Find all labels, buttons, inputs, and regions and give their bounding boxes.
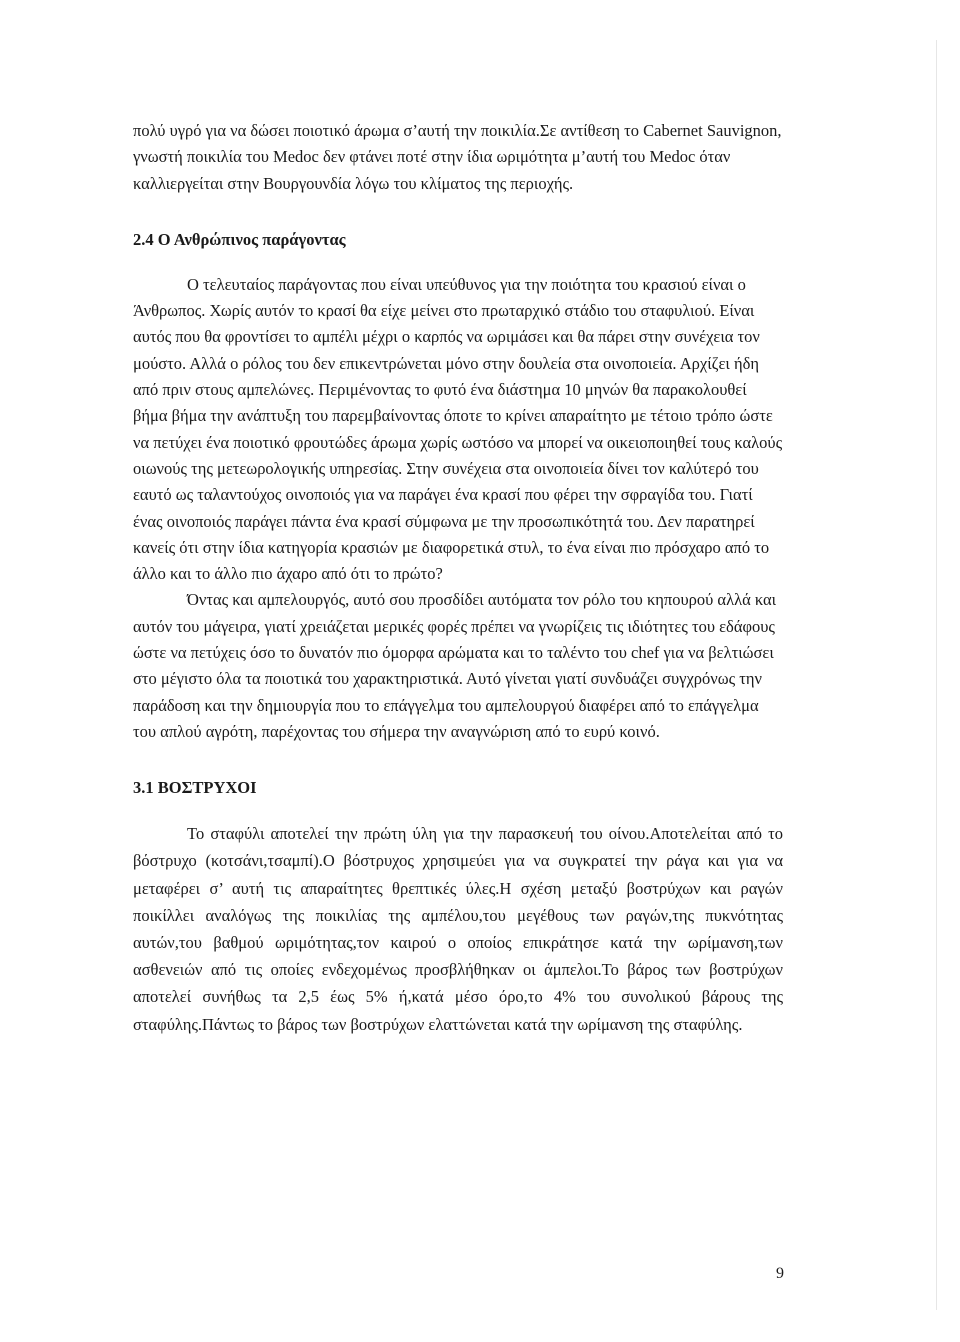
section-2-4-paragraph-2: Όντας και αμπελουργός, αυτό σου προσδίδει αυτόματα τον ρόλο του κηπουρού αλλά και αυτόν του μάγειρα, γιατί χρειάζεται μερικές φορές πρέπει να γνωρίζεις τις ιδιότητες του εδάφους ώστε να πετύχεις όσο το δυνατόν πιο όμορφα αρώματα και το ταλέντο του chef για να βελτιώσει στο μέγιστο όλα τα ποιοτικά του χαρακτηριστικά. Αυτό γίνεται γιατί συνδυάζει συγχρόνως την παράδοση και την δημιουργία που το επάγγελμα του αμπελουργού διαφέρει από το επάγγελμα του απλού αγρότη, παρέχοντας του σήμερα την αναγνώριση από το ευρύ κοινό. — [133, 590, 777, 741]
page-content — [133, 118, 783, 1038]
section-3-1-paragraph: Το σταφύλι αποτελεί την πρώτη ύλη για την παρασκευή του οίνου.Αποτελείται από το βόστρυχο (κοτσάνι,τσαμπί).Ο βόστρυχος χρησιμεύει για να συγκρατεί την ράγα και για να μεταφέρει σ’ αυτή τις απαραίτητες θρεπτικές ύλες.Η σχέση μεταξύ βοστρύχων και ραγών ποικίλλει αναλόγως της ποικιλίας της αμπέλου,του μεγέθους των ραγών,της πυκνότητας αυτών,του βαθμού ωριμότητας,τον καιρού ο οποίος επικράτησε κατά την ωρίμανση,των ασθενειών από τις οποίες ενδεχομένως προσβλήθηκαν οι άμπελοι.Το βάρος των βοστρύχων αποτελεί συνήθως τα 2,5 έως 5% ή,κατά μέσο όρο,το 4% του συνολικού βάρους της σταφύλης.Πάντως το βάρος των βοστρύχων ελαττώνεται κατά την ωρίμανση της σταφύλης. — [133, 824, 783, 1034]
section-2-4-paragraph-1: Ο τελευταίος παράγοντας που είναι υπεύθυνος για την ποιότητα του κρασιού είναι ο Άνθρωπος. Χωρίς αυτόν το κρασί θα είχε μείνει στο πρωταρχικό στάδιο του σταφυλιού. Είναι αυτός που θα φροντίσει το αμπέλι μέχρι ο καρπός να ωριμάσει και θα πάρει στην συνέχεια τον μούστο. Αλλά ο ρόλος του δεν επικεντρώνεται μόνο στην δουλεία στα οινοποιεία. Αρχίζει ήδη από πριν στους αμπελώνες. Περιμένοντας το φυτό ένα διάστημα 10 μηνών θα παρακολουθεί βήμα βήμα την ανάπτυξη του παρεμβαίνοντας όποτε το κρίνει απαραίτητο με τέτοιο τρόπο ώστε να πετύχει ένα ποιοτικό φρουτώδες άρωμα χωρίς ωστόσο να μπορεί να οικειοποιηθεί τους καλούς οιωνούς της μετεωρολογικής υπηρεσίας. Στην συνέχεια στα οινοποιεία δίνει τον καλύτερό του εαυτό ως ταλαντούχος οινοποιός για να παράγει ένα κρασί που φέρει την σφραγίδα του. Γιατί ένας οινοποιός παράγει πάντα ένα κρασί σύμφωνα με την προσωπικότητά του. Δεν παρατηρεί κανείς ότι στην ίδια κατηγορία κρασιών με διαφορετικά στυλ, το ένα είναι πιο πρόσχαρο από το άλλο και το άλλο πιο άχαρο από ότι το πρώτο? — [133, 274, 783, 584]
section-2-4-heading: 2.4 Ο Ανθρώπινος παράγοντας — [133, 229, 346, 249]
intro-paragraph: πολύ υγρό για να δώσει ποιοτικό άρωμα σ’αυτή την ποικιλία.Σε αντίθεση το Cabernet Sauvignon, γνωστή ποικιλία του Medoc δεν φτάνει ποτέ στην ίδια ωριμότητα μ’αυτή του Medoc όταν καλλιεργείται στην Βουργουνδία λόγω του κλίματος της περιοχής. — [133, 121, 782, 193]
scan-edge-line — [936, 40, 937, 1310]
section-2-4-body — [133, 272, 783, 745]
page-number: 9 — [776, 1265, 784, 1282]
section-3-1-heading: 3.1 ΒΟΣΤΡΥΧΟΙ — [133, 778, 257, 798]
